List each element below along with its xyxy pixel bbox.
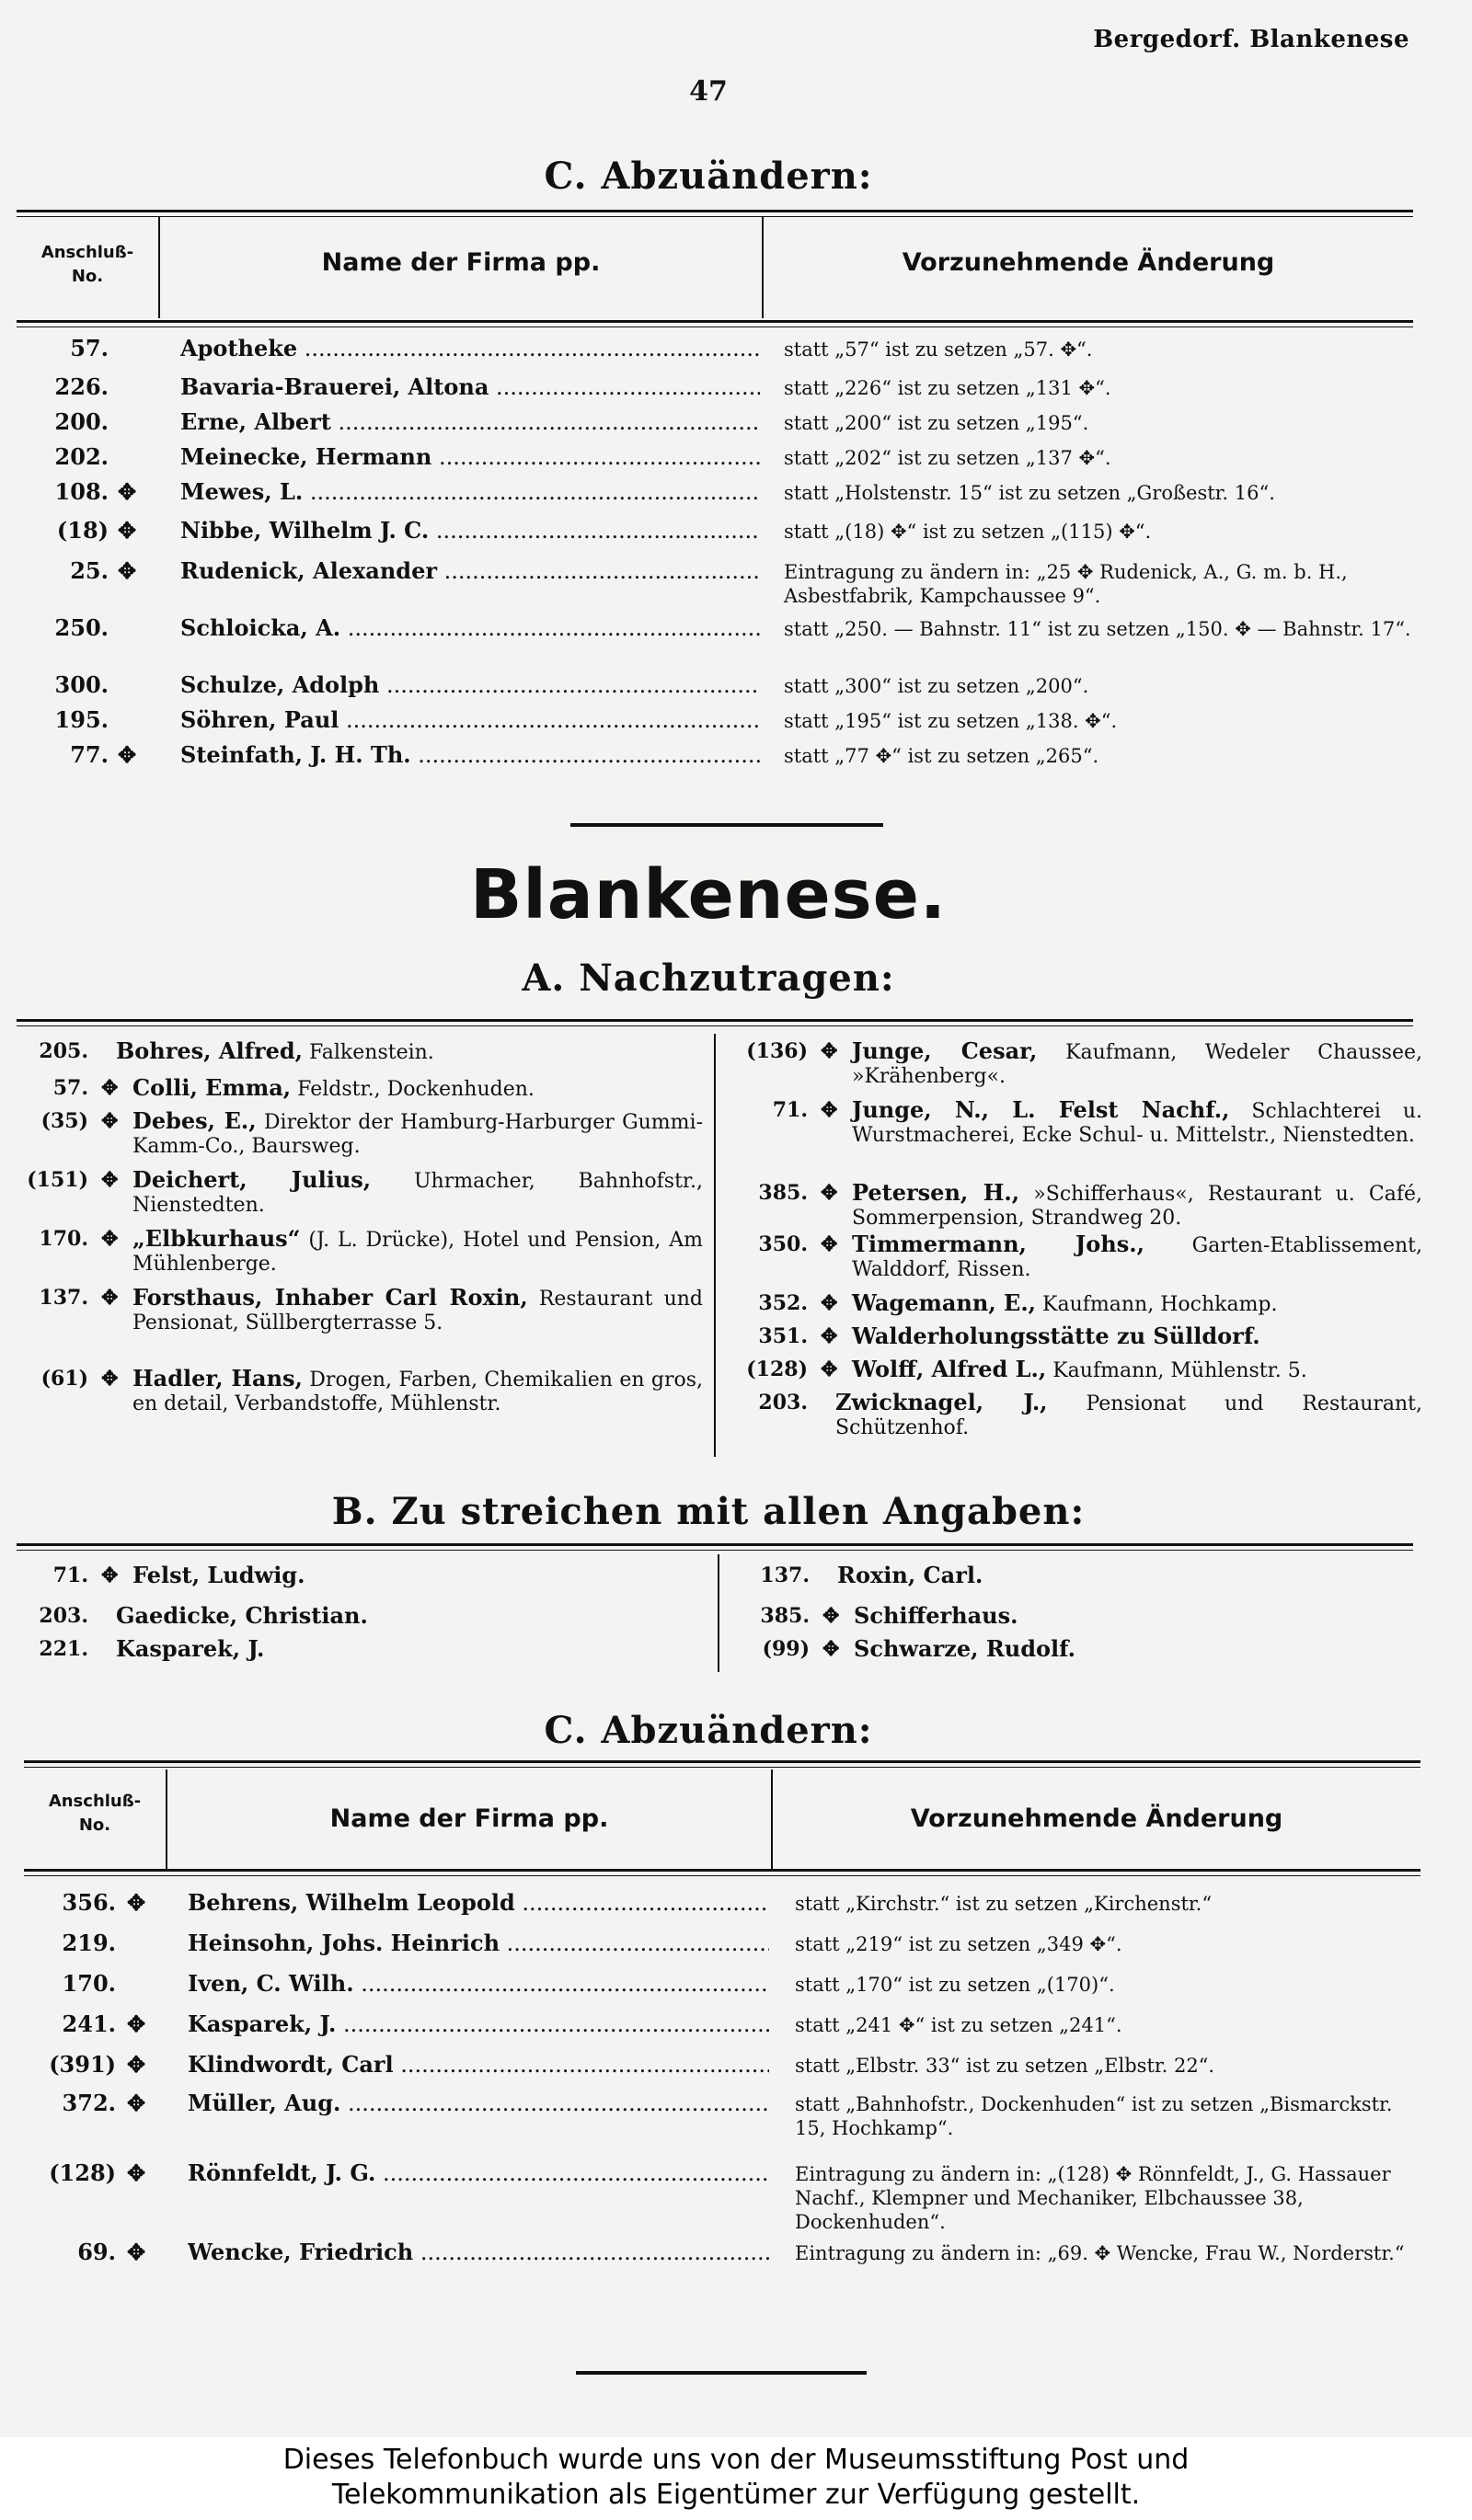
col-header-change: Vorzunehmende Änderung [902,248,1275,277]
change-text: statt „Bahnhofstr., Dockenhuden“ ist zu setzen „Bismarckstr. 15, Hochkamp“. [795,2093,1393,2139]
table-row [0,2237,1472,2274]
list-item [15,1109,703,1164]
entry-text [837,1564,1424,1589]
firm-name: Schulze, Adolph ..... [180,670,760,701]
change-text: Eintragung zu ändern in: „(128) ✥ Rönnfeldt, J., G. Hassauer Nachf., Klempner und Mechaniker, Elbchaussee 38, Dockenhuden“. [795,2163,1391,2233]
list-item [15,1564,703,1595]
entry-detail: (J. L. Drücke), Hotel und Pension, Am Mühlenberge. [132,1229,703,1276]
change-text: statt „300“ ist zu setzen „200“. [784,675,1089,697]
table-row [0,441,1472,478]
col-header-name: Name der Firma pp. [321,248,601,277]
entry-text [852,1232,1422,1282]
anschluss-number: 57. [52,1076,88,1100]
entry-text [132,1367,703,1416]
entry-text [852,1357,1422,1383]
change-text: statt „77 ✥“ ist zu setzen „265“. [784,745,1099,767]
anschluss-number: 69. [77,2239,116,2265]
anschluss-number: 241. [62,2010,116,2037]
table-row [0,407,1472,443]
firm-name: Heinsohn, Johs. Heinrich ..... [188,1928,769,1959]
entry-text [116,1604,703,1630]
anschluss-number: 202. [54,443,109,470]
firm-name: Meinecke, Hermann ..... [180,441,760,473]
cross-symbol: ✥ [118,557,137,584]
section-rule [17,1019,1413,1026]
entry-detail: »Schifferhaus«, Restaurant u. Café, Sommerpension, Strandweg 20. [852,1183,1423,1230]
divider-rule [570,823,883,827]
cross-symbol: ✥ [821,1357,838,1381]
anschluss-number: 350. [758,1232,808,1256]
firm-name: Nibbe, Wilhelm J. C. ..... [180,515,760,546]
entry-name: Colli, Emma, [132,1074,292,1101]
change-text: statt „241 ✥“ ist zu setzen „241“. [795,2014,1122,2036]
firm-name: Müller, Aug. ..... [188,2088,769,2119]
table-row [0,1928,1472,1964]
footer-line-2: Telekommunikation als Eigentümer zur Verfügung gestellt. [331,2479,1141,2511]
firm-name: Rönnfeldt, J. G. ..... [188,2158,769,2189]
list-item [15,1286,703,1359]
table-row [0,613,1472,649]
cross-symbol: ✥ [821,1098,838,1122]
col-header-anschluss [17,241,158,289]
entry-text [835,1391,1422,1440]
column-divider [714,1034,716,1457]
list-item [734,1291,1422,1323]
entry-name: Roxin, Carl. [837,1562,983,1588]
list-item [734,1232,1422,1288]
table-row [0,372,1472,408]
entry-name: Wolff, Alfred L., [852,1356,1047,1382]
list-item [736,1637,1424,1668]
table-row [0,2158,1472,2233]
table-row [0,670,1472,706]
entry-name: Bohres, Alfred, [116,1037,303,1064]
firm-name: Erne, Albert ..... [180,407,760,438]
col-header-anschluss-text: Anschluß- No. [40,243,134,286]
section-title-abzuaendern-bergedorf: C. Abzuändern: [544,155,873,198]
list-item [15,1039,703,1071]
list-item [734,1391,1422,1446]
anschluss-number: 77. [70,741,109,768]
entry-name: Kasparek, J. [116,1635,265,1662]
firm-name: Kasparek, J. ..... [188,2009,769,2040]
column-divider [718,1554,719,1672]
entry-detail: Feldstr., Dockenhuden. [297,1078,535,1101]
anschluss-number: 385. [758,1181,808,1205]
anschluss-number: 221. [39,1637,88,1661]
col-header-anschluss-text: Anschluß- No. [48,1792,142,1835]
cross-symbol: ✥ [127,2159,146,2186]
entry-name: Junge, N., L. Felst Nachf., [852,1096,1230,1123]
anschluss-number: (136) [746,1039,808,1063]
cross-symbol: ✥ [101,1564,119,1587]
entry-detail: Kaufmann, Hochkamp. [1042,1293,1278,1316]
list-item [736,1604,1424,1635]
entry-name: Petersen, H., [852,1179,1020,1206]
entry-name: Junge, Cesar, [852,1037,1038,1064]
cross-symbol: ✥ [101,1109,119,1133]
section-rule [17,1543,1413,1551]
cross-symbol: ✥ [127,2090,146,2116]
table-row [0,1887,1472,1924]
anschluss-number: 300. [54,671,109,698]
table-row [0,704,1472,741]
change-text: statt „Kirchstr.“ ist zu setzen „Kirchenstr.“ [795,1893,1213,1915]
anschluss-number: (128) [746,1357,808,1381]
cross-symbol: ✥ [822,1604,840,1628]
anschluss-number: 25. [70,557,109,584]
entry-text [852,1039,1422,1089]
table-row [0,2088,1472,2139]
cross-symbol: ✥ [821,1291,838,1315]
firm-name: Apotheke ..... [180,333,760,364]
entry-detail: Uhrmacher, Bahnhofstr., Nienstedten. [132,1170,704,1217]
anschluss-number: 170. [39,1227,88,1251]
firm-name: Söhren, Paul ..... [180,704,760,736]
cross-symbol: ✥ [101,1367,119,1391]
entry-text [116,1039,703,1065]
table-rule-header [24,1869,1420,1876]
cross-symbol: ✥ [118,741,137,768]
table-row [0,1968,1472,2005]
anschluss-number: 203. [39,1604,88,1628]
cross-symbol: ✥ [127,2051,146,2078]
table-row [0,476,1472,513]
change-text: statt „(18) ✥“ ist zu setzen „(115) ✥“. [784,521,1152,543]
place-title-blankenese: Blankenese. [469,855,947,934]
anschluss-number: 71. [52,1564,88,1587]
anschluss-number: 352. [758,1291,808,1315]
page-number: 47 [689,75,728,108]
entry-text [852,1291,1422,1317]
entry-detail: Direktor der Hamburg-Harburger Gummi-Kamm-Co., Baursweg. [132,1111,704,1158]
cross-symbol: ✥ [822,1637,840,1661]
entry-detail: Restaurant und Pensionat, Süllbergterrasse 5. [132,1288,704,1334]
entry-name: Timmermann, Johs., [852,1231,1144,1257]
change-text: statt „Holstenstr. 15“ ist zu setzen „Großestr. 16“. [784,482,1275,504]
cross-symbol: ✥ [821,1324,838,1348]
anschluss-number: (99) [762,1637,810,1661]
change-text: statt „202“ ist zu setzen „137 ✥“. [784,447,1111,469]
list-item [734,1324,1422,1356]
col-header-name: Name der Firma pp. [329,1804,609,1833]
cross-symbol: ✥ [101,1076,119,1100]
firm-name: Steinfath, J. H. Th. ..... [180,739,760,771]
change-text: statt „170“ ist zu setzen „(170)“. [795,1974,1115,1996]
cross-symbol: ✥ [821,1232,838,1256]
table-row [0,556,1472,607]
list-item [15,1367,703,1449]
list-item [734,1098,1422,1177]
anschluss-number: 385. [760,1604,810,1628]
table-rule-header [17,320,1413,327]
section-title-streichen: B. Zu streichen mit allen Angaben: [331,1490,1086,1533]
change-text: Eintragung zu ändern in: „69. ✥ Wencke, Frau W., Norderstr.“ [795,2242,1405,2264]
anschluss-number: (61) [40,1367,88,1391]
entry-name: Hadler, Hans, [132,1365,303,1392]
firm-name: Wencke, Friedrich ..... [188,2237,769,2268]
entry-text [132,1286,703,1335]
entry-text [132,1109,703,1159]
list-item [734,1039,1422,1094]
cross-symbol: ✥ [127,1889,146,1916]
entry-detail: Kaufmann, Mühlenstr. 5. [1052,1359,1307,1382]
change-text: statt „195“ ist zu setzen „138. ✥“. [784,710,1118,732]
list-item [15,1604,703,1635]
change-text: statt „250. — Bahnstr. 11“ ist zu setzen „150. ✥ — Bahnstr. 17“. [784,618,1411,640]
list-item [15,1637,703,1668]
list-item [736,1564,1424,1595]
anschluss-number: 219. [62,1930,116,1956]
entry-text [852,1324,1422,1350]
anschluss-number: (128) [49,2159,116,2186]
entry-name: Debes, E., [132,1107,257,1134]
cross-symbol: ✥ [101,1168,119,1192]
entry-detail: Drogen, Farben, Chemikalien en gros, en detail, Verbandstoffe, Mühlenstr. [132,1369,704,1415]
entry-text [852,1181,1422,1231]
entry-text [852,1098,1422,1148]
entry-detail: Garten-Etablissement, Walddorf, Rissen. [852,1234,1422,1281]
cross-symbol: ✥ [118,517,137,544]
anschluss-number: 57. [70,335,109,361]
anschluss-number: 195. [54,706,109,733]
cross-symbol: ✥ [127,2239,146,2265]
entry-detail: Kaufmann, Wedeler Chaussee, »Krähenberg«. [852,1041,1423,1088]
change-text: statt „57“ ist zu setzen „57. ✥“. [784,338,1093,361]
divider-rule [576,2371,867,2375]
change-text: statt „226“ ist zu setzen „131 ✥“. [784,377,1111,399]
col-header-change: Vorzunehmende Änderung [910,1804,1283,1833]
entry-detail: Falkenstein. [309,1041,434,1064]
footer-notice [0,2437,1472,2520]
firm-name: Klindwordt, Carl ..... [188,2049,769,2080]
entry-name: Felst, Ludwig. [132,1562,305,1588]
anschluss-number: (18) [56,517,109,544]
entry-text [132,1564,703,1589]
firm-name: Bavaria-Brauerei, Altona ..... [180,372,760,403]
section-title-abzuaendern-blankenese: C. Abzuändern: [544,1709,873,1752]
anschluss-number: (151) [27,1168,88,1192]
change-text: statt „200“ ist zu setzen „195“. [784,412,1089,434]
anschluss-number: 250. [54,614,109,641]
anschluss-number: 372. [62,2090,116,2116]
change-text: statt „Elbstr. 33“ ist zu setzen „Elbstr. 22“. [795,2055,1215,2077]
entry-text [132,1168,703,1218]
anschluss-number: (35) [40,1109,88,1133]
anschluss-number: 71. [772,1098,808,1122]
table-row [0,333,1472,370]
entry-name: Forsthaus, Inhaber Carl Roxin, [132,1284,528,1311]
anschluss-number: 137. [39,1286,88,1310]
table-rule-top [17,210,1413,217]
anschluss-number: 170. [62,1970,116,1997]
firm-name: Behrens, Wilhelm Leopold ..... [188,1887,769,1919]
anschluss-number: 137. [760,1564,810,1587]
footer-line-1: Dieses Telefonbuch wurde uns von der Museumsstiftung Post und [282,2444,1190,2476]
anschluss-number: 108. [54,478,109,505]
entry-text [132,1227,703,1277]
cross-symbol: ✥ [821,1039,838,1063]
running-head: Bergedorf. Blankenese [1093,26,1409,53]
anschluss-number: (391) [49,2051,116,2078]
table-row [0,515,1472,552]
firm-name: Schloicka, A. ..... [180,613,760,644]
entry-text [116,1637,703,1663]
entry-text [854,1604,1424,1630]
change-text: Eintragung zu ändern in: „25 ✥ Rudenick, A., G. m. b. H., Asbestfabrik, Kampchaussee 9“. [784,561,1348,607]
list-item [15,1168,703,1223]
cross-symbol: ✥ [821,1181,838,1205]
cross-symbol: ✥ [118,478,137,505]
table-rule-top [24,1760,1420,1768]
change-text: statt „219“ ist zu setzen „349 ✥“. [795,1933,1122,1955]
anschluss-number: 200. [54,408,109,435]
firm-name: Mewes, L. ..... [180,476,760,508]
entry-name: Zwicknagel, J., [835,1389,1048,1415]
anschluss-number: 356. [62,1889,116,1916]
section-title-nachzutragen: A. Nachzutragen: [522,956,895,1000]
anschluss-number: 226. [54,373,109,400]
firm-name: Iven, C. Wilh. ..... [188,1968,769,1999]
firm-name: Rudenick, Alexander ..... [180,556,760,587]
list-item [15,1076,703,1107]
entry-name: Schifferhaus. [854,1602,1018,1629]
list-item [734,1181,1422,1229]
entry-name: Wagemann, E., [852,1289,1037,1316]
anschluss-number: 203. [758,1391,808,1415]
entry-detail: Schlachterei u. Wurstmacherei, Ecke Schul- u. Mittelstr., Nienstedten. [852,1100,1422,1147]
table-row [0,2009,1472,2045]
entry-name: Deichert, Julius, [132,1166,372,1193]
entry-name: Gaedicke, Christian. [116,1602,368,1629]
entry-text [854,1637,1424,1663]
cross-symbol: ✥ [101,1286,119,1310]
table-row [0,739,1472,776]
list-item [734,1357,1422,1389]
col-header-anschluss [24,1790,166,1838]
entry-name: Schwarze, Rudolf. [854,1635,1075,1662]
table-row [0,2049,1472,2086]
entry-name: Walderholungsstätte zu Sülldorf. [852,1323,1260,1349]
list-item [15,1227,703,1282]
entry-text [132,1076,703,1102]
entry-detail: Pensionat und Restaurant, Schützenhof. [835,1392,1422,1439]
anschluss-number: 351. [758,1324,808,1348]
entry-name: „Elbkurhaus“ [132,1225,301,1252]
cross-symbol: ✥ [101,1227,119,1251]
cross-symbol: ✥ [127,2010,146,2037]
anschluss-number: 205. [39,1039,88,1063]
